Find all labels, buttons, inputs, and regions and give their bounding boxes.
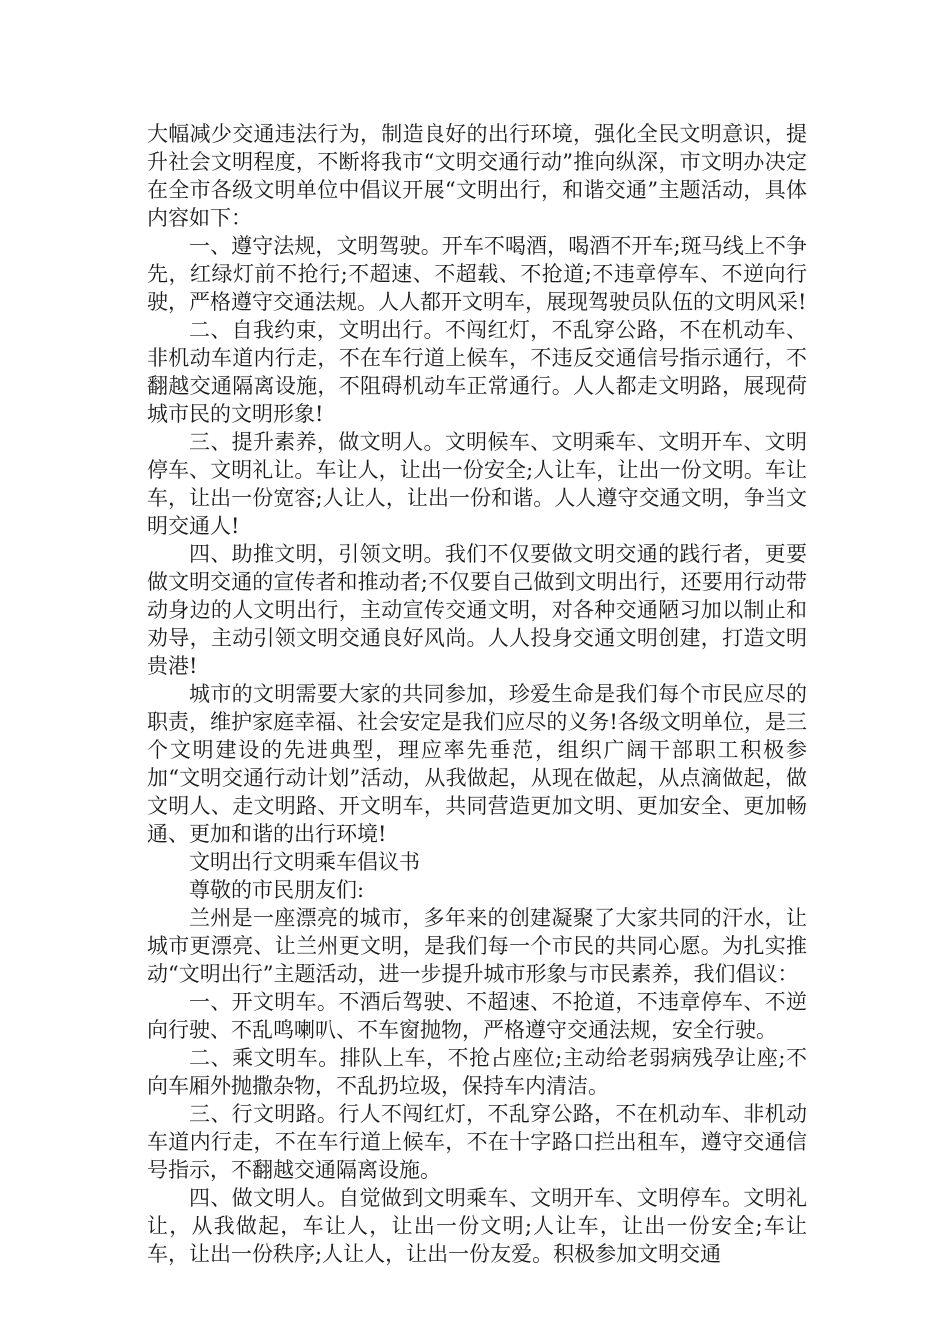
paragraph-proposal-3: 三、行文明路。行人不闯红灯，不乱穿公路，不在机动车、非机动车道内行走，不在车行道上候车，不在十字路口拦出租车，遵守交通信号指示，不翻越交通隔离设施。 xyxy=(147,1102,807,1182)
paragraph-item-1: 一、遵守法规，文明驾驶。开车不喝酒，喝酒不开车;斑马线上不争先，红绿灯前不抢行;不超速、不超载、不抢道;不违章停车、不逆向行驶，严格遵守交通法规。人人都开文明车，展现驾驶员队伍的文明风采! xyxy=(147,234,807,314)
paragraph-item-4: 四、助推文明，引领文明。我们不仅要做文明交通的践行者，更要做文明交通的宣传者和推动者;不仅要自己做到文明出行，还要用行动带动身边的人文明出行，主动宣传交通文明，对各种交通陋习加以制止和劝导，主动引领文明交通良好风尚。人人投身交通文明创建，打造文明贵港! xyxy=(147,542,807,678)
paragraph-intro-continued: 大幅减少交通违法行为，制造良好的出行环境，强化全民文明意识，提升社会文明程度，不断将我市“文明交通行动”推向纵深，市文明办决定在全市各级文明单位中倡议开展“文明出行，和谐交通”主题活动，具体内容如下： xyxy=(147,122,807,230)
paragraph-proposal-2: 二、乘文明车。排队上车，不抢占座位;主动给老弱病残孕让座;不向车厢外抛撒杂物，不乱扔垃圾，保持车内清洁。 xyxy=(147,1046,807,1098)
paragraph-proposal-1: 一、开文明车。不酒后驾驶、不超速、不抢道，不违章停车、不逆向行驶、不乱鸣喇叭、不车窗抛物，严格遵守交通法规，安全行驶。 xyxy=(147,990,807,1042)
paragraph-item-2: 二、自我约束，文明出行。不闯红灯，不乱穿公路，不在机动车、非机动车道内行走，不在车行道上候车，不违反交通信号指示通行，不翻越交通隔离设施，不阻碍机动车正常通行。人人都走文明路，展现荷城市民的文明形象! xyxy=(147,318,807,426)
paragraph-proposal-4: 四、做文明人。自觉做到文明乘车、文明开车、文明停车。文明礼让，从我做起，车让人，让出一份文明;人让车，让出一份安全;车让车，让出一份秩序;人让人，让出一份友爱。积极参加文明交通 xyxy=(147,1186,807,1266)
paragraph-closing: 城市的文明需要大家的共同参加，珍爱生命是我们每个市民应尽的职责，维护家庭幸福、社会安定是我们应尽的义务!各级文明单位，是三个文明建设的先进典型，理应率先垂范，组织广阔干部职工积极参加“文明交通行动计划”活动，从我做起，从现在做起，从点滴做起，做文明人、走文明路、开文明车，共同营造更加文明、更加安全、更加畅通、更加和谐的出行环境! xyxy=(147,682,807,846)
paragraph-proposal-intro: 兰州是一座漂亮的城市，多年来的创建凝聚了大家共同的汗水，让城市更漂亮、让兰州更文明，是我们每一个市民的共同心愿。为扎实推动“文明出行”主题活动，进一步提升城市形象与市民素养，我们倡议： xyxy=(147,906,807,986)
section-title: 文明出行文明乘车倡议书 xyxy=(189,850,420,874)
paragraph-item-3: 三、提升素养，做文明人。文明候车、文明乘车、文明开车、文明停车、文明礼让。车让人，让出一份安全;人让车，让出一份文明。车让车，让出一份宽容;人让人，让出一份和谐。人人遵守交通文明，争当文明交通人! xyxy=(147,430,807,538)
salutation: 尊敬的市民朋友们: xyxy=(189,878,365,902)
document-page xyxy=(147,120,807,1268)
